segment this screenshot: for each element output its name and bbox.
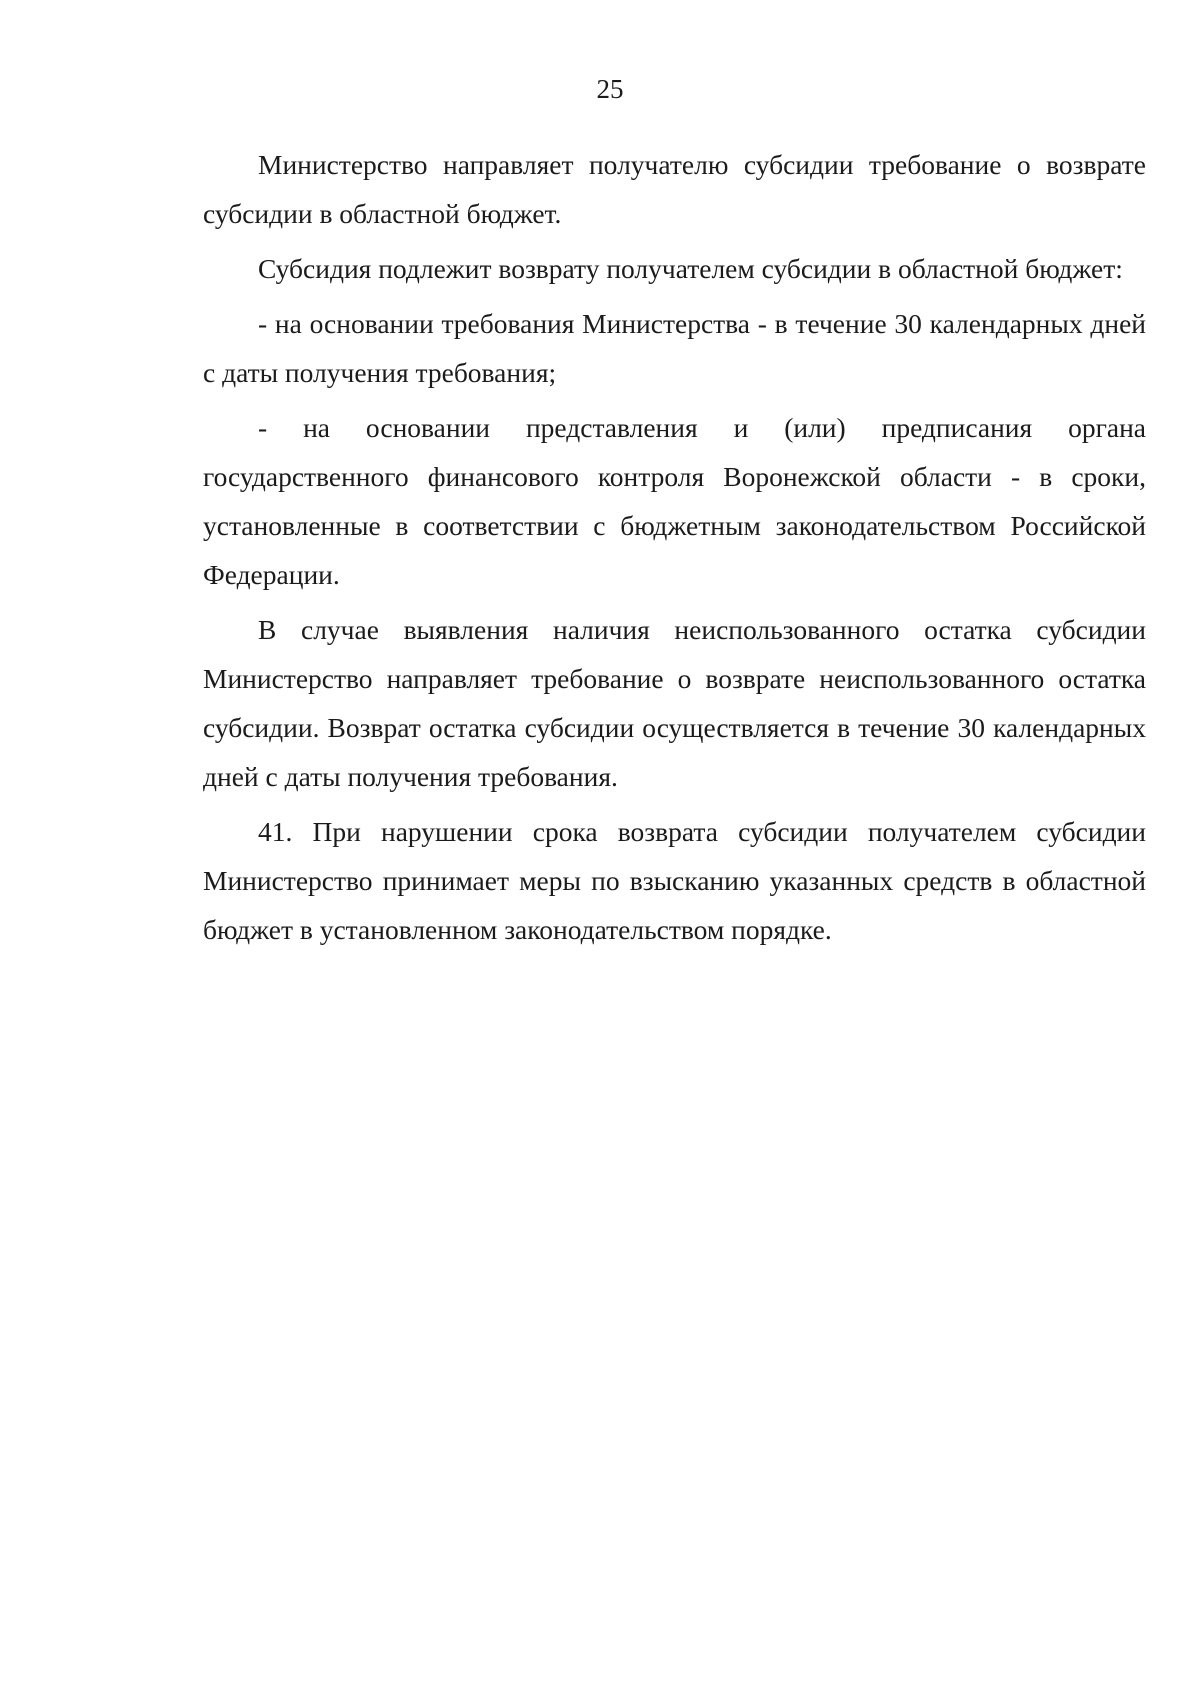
paragraph-ministry-demand-term: - на основании требования Министерства - в течение 30 календарных дней с даты получения требования; xyxy=(203,308,1146,388)
page-number: 25 xyxy=(596,74,624,104)
document-body xyxy=(203,140,1146,960)
paragraph-item-41: 41. При нарушении срока возврата субсидии получателем субсидии Министерство принимает меры по взысканию указанных средств в областной бюджет в установленном законодательством порядке. xyxy=(203,816,1146,945)
paragraph-unused-balance: В случае выявления наличия неиспользованного остатка субсидии Министерство направляет требование о возврате неиспользованного остатка субсидии. Возврат остатка субсидии осуществляется в течение 30 календарных дней с даты получения требования. xyxy=(203,614,1146,792)
paragraph-refund-subject: Субсидия подлежит возврату получателем субсидии в областной бюджет: xyxy=(258,253,1123,284)
paragraph-refund-demand: Министерство направляет получателю субсидии требование о возврате субсидии в областной бюджет. xyxy=(203,149,1146,229)
paragraph-financial-control-term: - на основании представления и (или) предписания органа государственного финансового контроля Воронежской области - в сроки, установленные в соответствии с бюджетным законодательством Российской Федерации. xyxy=(203,412,1146,590)
